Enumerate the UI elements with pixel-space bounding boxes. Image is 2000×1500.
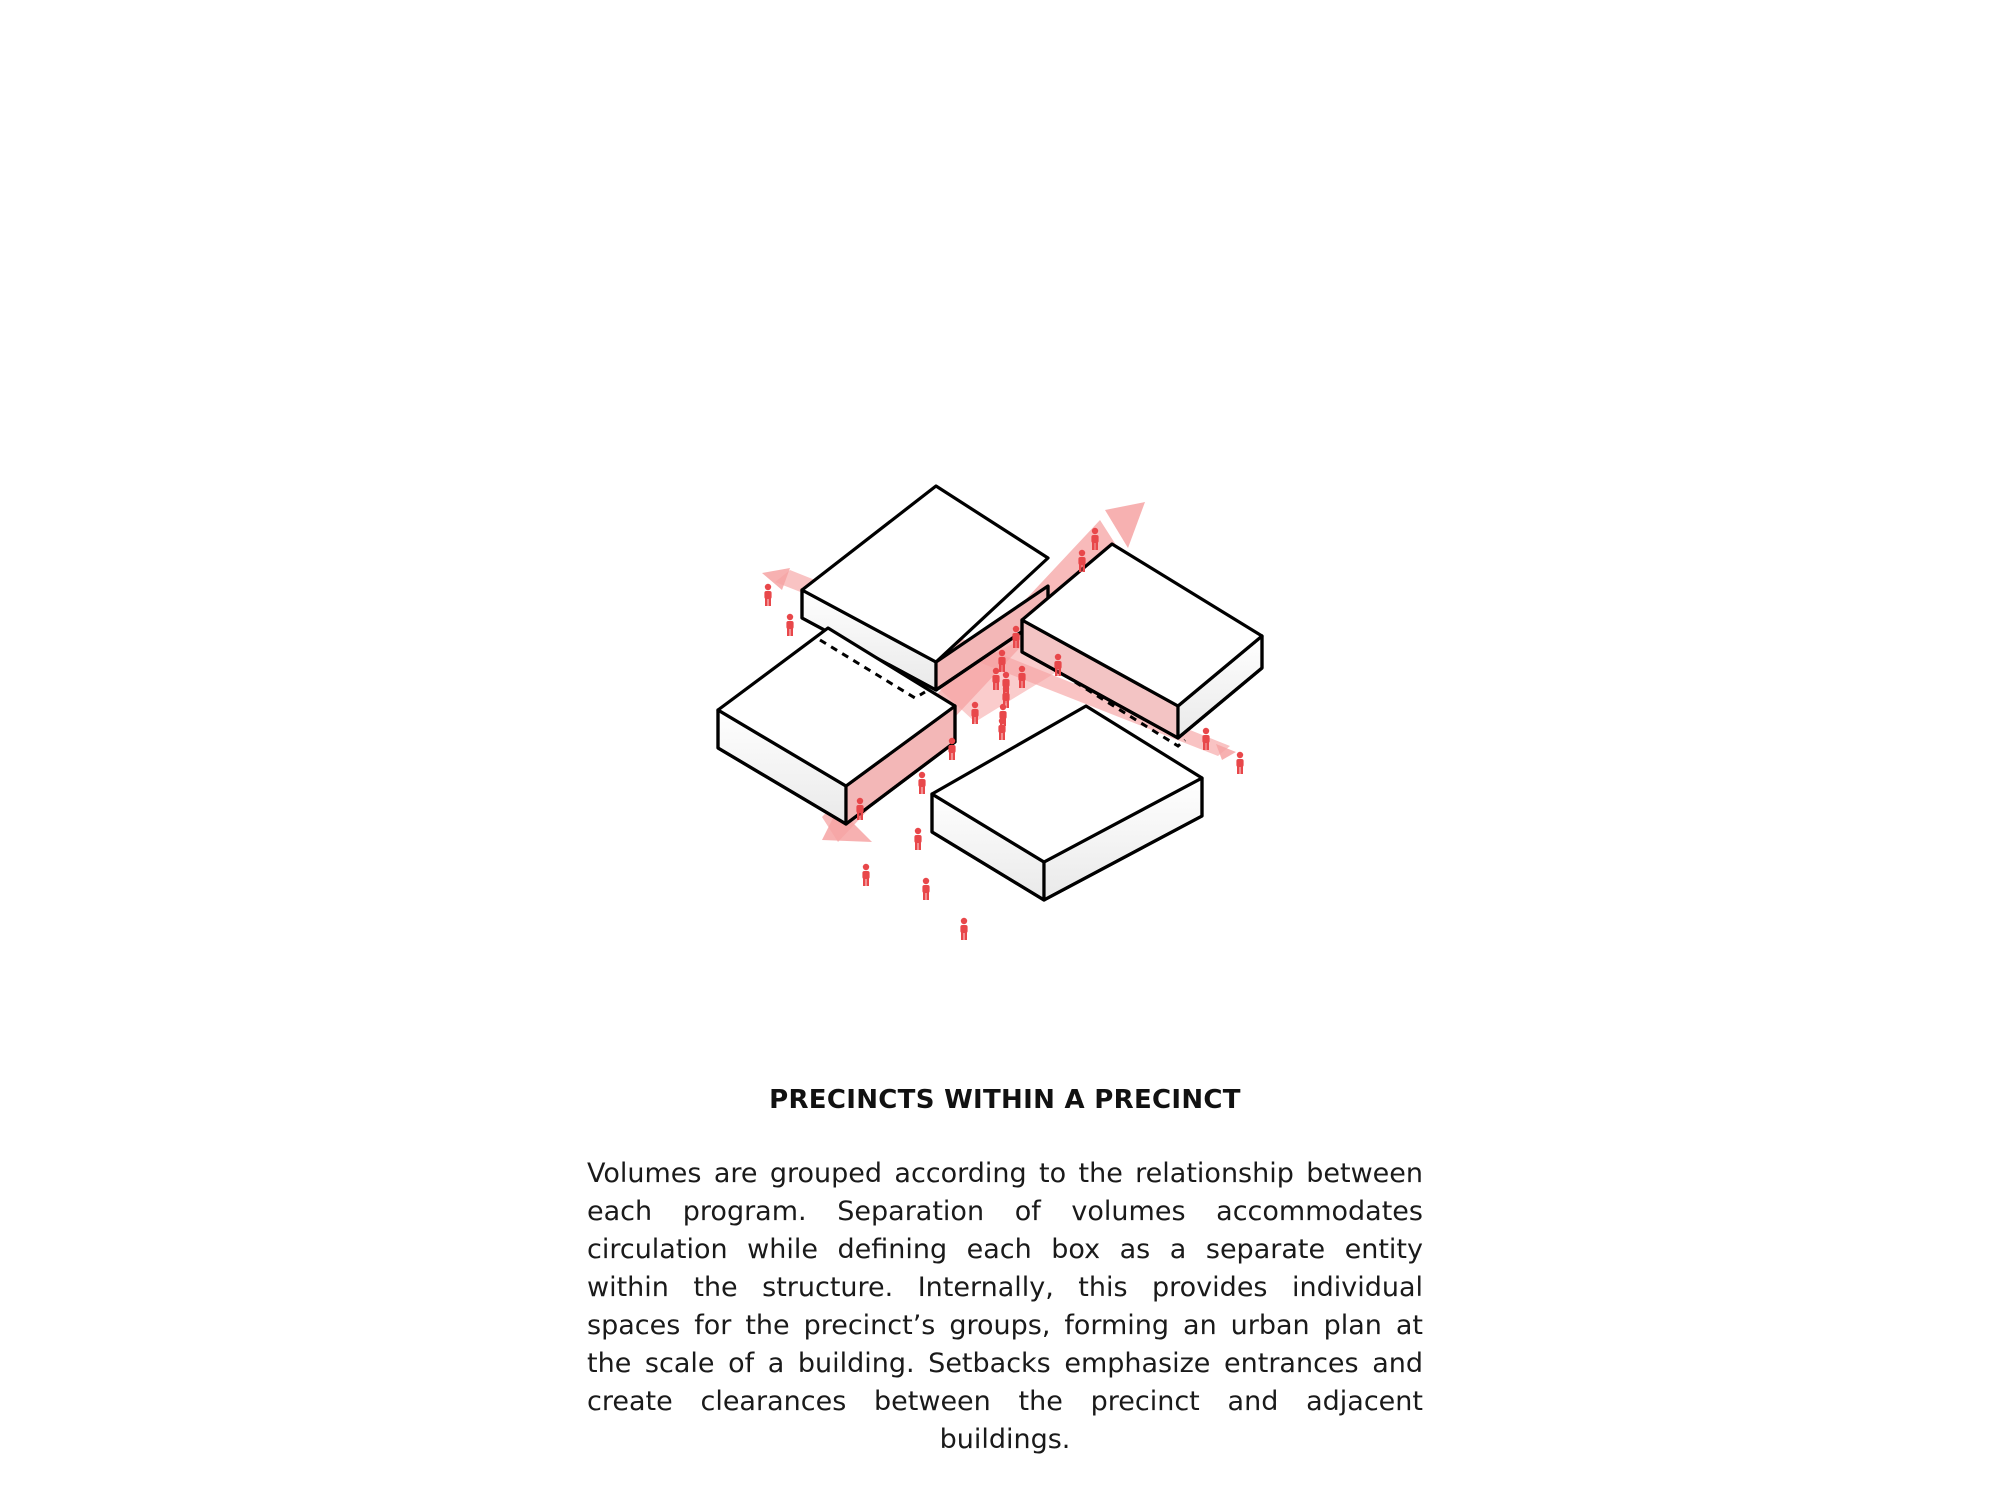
caption-block <box>587 1085 1423 1459</box>
person-figure <box>918 772 925 794</box>
person-figure <box>862 864 869 886</box>
volume-bottom-right <box>932 706 1202 900</box>
person-figure <box>914 828 921 850</box>
person-figure <box>998 718 1005 740</box>
caption-title: PRECINCTS WITHIN A PRECINCT <box>769 1085 1241 1115</box>
person-figure <box>948 738 955 760</box>
person-figure <box>764 584 771 606</box>
caption-body: Volumes are grouped according to the relationship between each program. Separation of volumes accommodates circulation while defining each box as a separate entity within the structure. Internally, this provides individual spaces for the precinct’s groups, forming an urban plan at the scale of a building. Setbacks emphasize entrances and create clearances between the precinct and adjacent buildings. <box>587 1158 1423 1455</box>
person-figure <box>922 878 929 900</box>
person-figure <box>1236 752 1243 774</box>
person-figure <box>960 918 967 940</box>
person-figure <box>786 614 793 636</box>
